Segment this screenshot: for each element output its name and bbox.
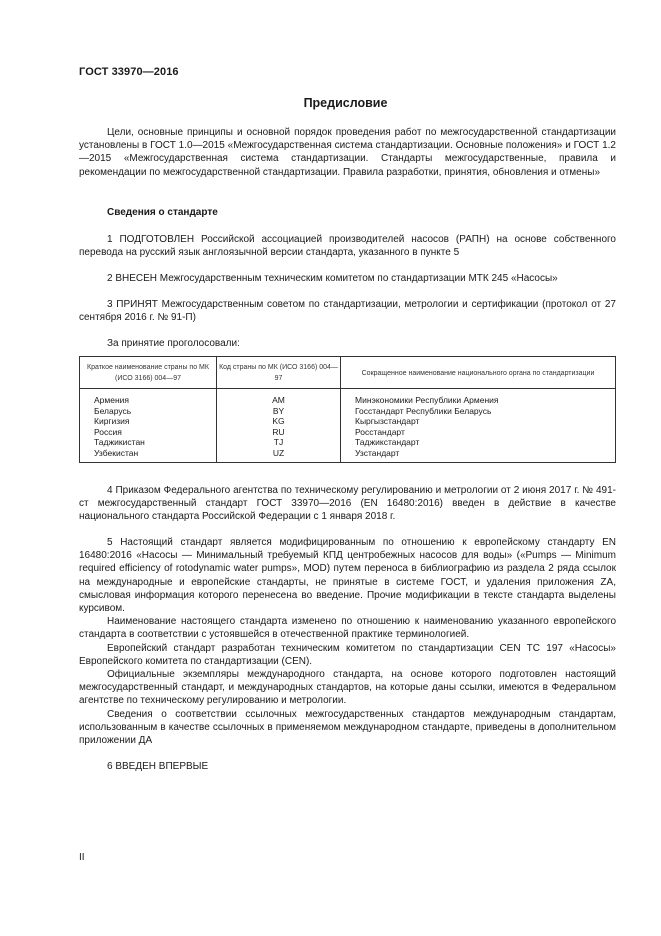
body-cell: Госстандарт Республики Беларусь: [355, 405, 492, 416]
item-5-paragraph-5: Сведения о соответствии ссылочных межгосударственных стандартов международным стандартам, использованным в качестве ссылочных в применяемом международном стандарте, приведены в дополнительном приложении ДА: [79, 708, 616, 747]
intro-text: Цели, основные принципы и основной порядок проведения работ по межгосударственной стандартизации установлены в ГОСТ 1.0—2015 «Межгосударственная система стандартизации. Основные положения» и ГОСТ 1.2—2015 «Межгосударственная система стандартизации. Стандарты межгосударственные, правила и рекомендации по межгосударственной стандартизации. Правила разработки, принятия, обновления и отмены»: [79, 127, 616, 178]
item-4: [79, 484, 616, 524]
item-1: [79, 233, 616, 259]
item-5-paragraph-2: Наименование настоящего стандарта изменено по отношению к наименованию указанного европейского стандарта в соответствии с устоявшейся в отечественной практике терминологией.: [79, 616, 616, 641]
country-cell: Узбекистан: [94, 447, 139, 458]
item-3: [79, 298, 616, 324]
country-cell: Таджикистан: [94, 437, 145, 447]
code-column: [217, 389, 341, 463]
item-1-text: 1 ПОДГОТОВЛЕН Российской ассоциацией производителей насосов (РАПН) на основе собственного перевода на русский язык англоязычной версии стандарта, указанного в пункте 5: [79, 234, 616, 259]
section-heading: Сведения о стандарте: [107, 207, 218, 218]
item-4-text: 4 Приказом Федерального агентства по техническому регулированию и метрологии от 2 июня 2017 г. № 491-ст межгосударственный стандарт ГОСТ 33970—2016 (EN 16480:2016) введен в действие в качестве национального стандарта Российской Федерации с 1 января 2018 г.: [79, 485, 616, 523]
table-header-country: Краткое наименование страны по МК (ИСО 3166) 004—97: [80, 357, 217, 389]
body-cell: Таджикстандарт: [355, 437, 420, 447]
item-5-paragraph-4: Официальные экземпляры международного стандарта, на основе которого подготовлен настоящий межгосударственный стандарт, и международных стандартов, на которые даны ссылки, имеются в Федеральном агентстве по техническому регулированию и метрологии.: [79, 669, 616, 707]
country-column: [80, 389, 217, 463]
standard-id: ГОСТ 33970—2016: [79, 66, 179, 78]
code-cell: KG: [272, 416, 285, 426]
page-number: II: [79, 852, 85, 863]
item-3-text: 3 ПРИНЯТ Межгосударственным советом по стандартизации, метрологии и сертификации (протокол от 27 сентября 2016 г. № 91-П): [79, 299, 616, 324]
table-header-body: Сокращенное наименование национального органа по стандартизации: [341, 357, 616, 389]
page-title: Предисловие: [303, 96, 388, 110]
body-cell: Кыргызстандарт: [355, 416, 420, 426]
code-cell: UZ: [272, 447, 285, 458]
country-cell: Россия: [94, 426, 122, 437]
item-5-paragraph-3: Европейский стандарт разработан техническим комитетом по стандартизации CEN TC 197 «Насосы» Европейского комитета по стандартизации (CEN).: [79, 642, 616, 667]
country-cell: Беларусь: [94, 405, 132, 416]
body-cell: Росстандарт: [355, 426, 405, 437]
body-column: [341, 389, 616, 463]
item-2: [79, 272, 616, 285]
code-cell: BY: [272, 405, 285, 416]
item-5: [79, 536, 616, 747]
intro-paragraph: [79, 126, 616, 179]
table-body: [80, 389, 616, 463]
item-5-paragraph-1: 5 Настоящий стандарт является модифицированным по отношению к европейскому стандарту EN 16480:2016 «Насосы — Минимальный требуемый КПД центробежных насосов для воды» («Pumps — Minimum required efficiency of rotodynamic water pumps», MOD) путем переноса в библиографию из раздела 2 ряда ссылок на международные и европейские стандарты, не принятые в системе ГОСТ, и удаления приложения ZA, смысловая информация которого перенесена во введение. Прочие модификации в тексте стандарта выделены курсивом.: [79, 537, 616, 615]
body-cell: Узстандарт: [355, 447, 400, 458]
body-cell: Минэкономики Республики Армения: [355, 395, 499, 405]
country-cell: Киргизия: [94, 416, 130, 426]
code-cell: RU: [272, 426, 285, 437]
country-cell: Армения: [94, 395, 130, 405]
vote-label: За принятие проголосовали:: [107, 338, 240, 349]
code-cell: AM: [272, 395, 285, 405]
code-cell: TJ: [273, 437, 284, 447]
item-6: [79, 760, 616, 773]
table-header-row: [80, 357, 616, 389]
item-6-text: 6 ВВЕДЕН ВПЕРВЫЕ: [107, 761, 209, 772]
countries-table: [79, 356, 616, 463]
table-header-code: Код страны по МК (ИСО 3166) 004—97: [217, 357, 341, 389]
item-2-text: 2 ВНЕСЕН Межгосударственным техническим комитетом по стандартизации МТК 245 «Насосы»: [107, 273, 558, 284]
